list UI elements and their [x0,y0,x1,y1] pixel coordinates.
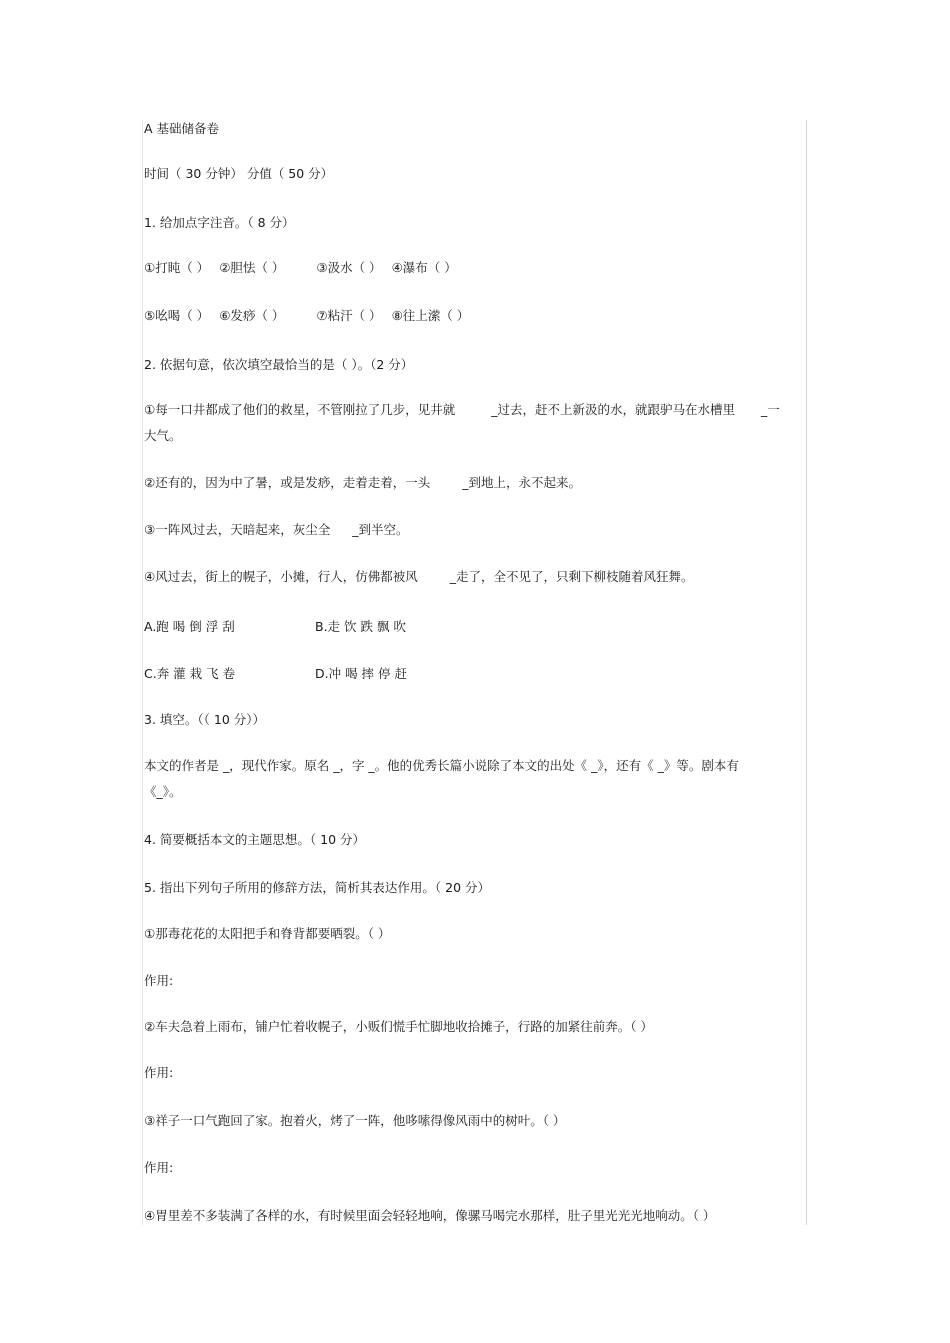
q1-item-3: ③汲水（ ） [316,260,382,275]
page-frame-right [806,120,807,1225]
q4-stem: 4. 简要概括本文的主题思想。（ 10 分） [144,832,366,847]
q3-stem: 3. 填空。（（ 10 分）） [144,712,266,727]
q5-effect-label-2: 作用: [144,1065,174,1080]
section-title: A 基础储备卷 [144,121,220,136]
q2-sentence-4: ④风过去，街上的幌子，小摊，行人，仿佛都被风 _走了，全不见了，只剩下柳枝随着风狂舞。 [144,569,694,584]
q2-options-row-2 [144,666,806,682]
q1-item-1: ①打盹（ ） [144,260,210,275]
q5-sentence-1: ①那毒花花的太阳把手和脊背都要晒裂。（ ） [144,926,391,941]
q1-row-1 [144,260,806,276]
q5-sentence-2: ②车夫急着上雨布，铺户忙着收幌子，小贩们慌手忙脚地收拾摊子，行路的加紧往前奔。（ ） [144,1019,653,1034]
q5-stem: 5. 指出下列句子所用的修辞方法，简析其表达作用。（ 20 分） [144,880,491,895]
q2-sentence-1: ①每一口井都成了他们的救星，不管刚拉了几步，见井就 _过去，赶不上新汲的水，就跟驴马在水槽里 _一 大气。 [144,402,780,443]
q2-option-c: C.奔 灌 栽 飞 卷 [144,666,236,681]
q1-item-7: ⑦粘汗（ ） [316,308,382,323]
q5-effect-label-1: 作用: [144,973,174,988]
q1-item-2: ②胆怯（ ） [219,260,285,275]
q2-option-a: A.跑 喝 倒 浮 刮 [144,619,235,634]
q1-row-2 [144,308,806,324]
q2-option-d: D.冲 喝 摔 停 赶 [315,666,407,681]
q5-effect-label-3: 作用: [144,1160,174,1175]
q5-sentence-3: ③祥子一口气跑回了家。抱着火，烤了一阵，他哆嗦得像风雨中的树叶。（ ） [144,1113,566,1128]
q2-stem: 2. 依据句意，依次填空最恰当的是（ ）。（2 分） [144,357,414,372]
q2-option-b: B.走 饮 跌 飘 吹 [315,619,406,634]
time-score-info: 时间（ 30 分钟） 分值（ 50 分） [144,166,334,181]
q2-sentence-3: ③一阵风过去，天暗起来，灰尘全 _到半空。 [144,522,409,537]
page-frame-left [142,120,143,1225]
q1-item-5: ⑤吆喝（ ） [144,308,210,323]
q1-item-8: ⑧往上潆（ ） [391,308,470,323]
q3-fill-text: 本文的作者是 _，现代作家。原名 _，字 _。他的优秀长篇小说除了本文的出处《 _》，还有《 _》等。剧本有 《_》。 [144,758,739,799]
q2-sentence-2: ②还有的，因为中了暑，或是发痧，走着走着，一头 _到地上，永不起来。 [144,475,581,490]
q1-item-4: ④瀑布（ ） [391,260,457,275]
q2-options-row-1 [144,619,806,635]
q1-item-6: ⑥发痧（ ） [219,308,285,323]
q1-stem: 1. 给加点字注音。（ 8 分） [144,215,295,230]
q5-sentence-4: ④胃里差不多装满了各样的水，有时候里面会轻轻地响，像骡马喝完水那样，肚子里光光光地响动。（ ） [144,1208,716,1223]
